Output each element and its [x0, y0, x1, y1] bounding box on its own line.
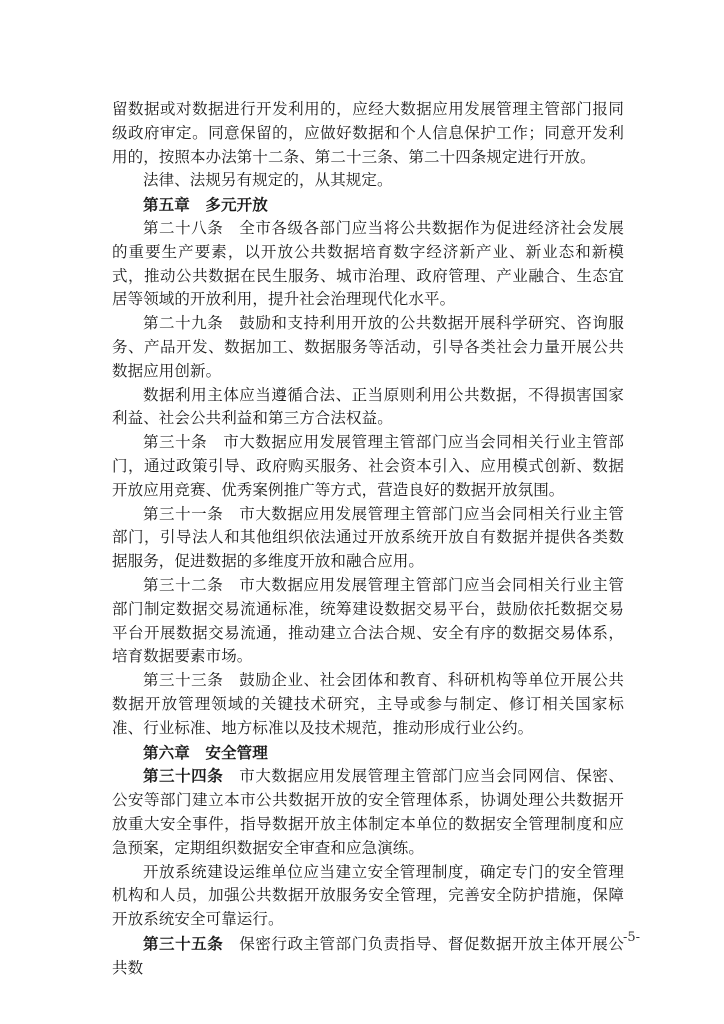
- article-text: 市大数据应用发展管理主管部门应当会同相关行业主管部门制定数据交易流通标准，统筹建设数据交易平台，鼓励依托数据交易平台开展数据交易流通，推动建立合法合规、安全有序的数据交易体系，培育数据要素市场。: [112, 575, 624, 666]
- article-paragraph: [112, 764, 624, 860]
- article-number: 第二十九条: [143, 314, 224, 333]
- article-paragraph: [112, 312, 624, 383]
- document-body: [112, 98, 624, 980]
- body-paragraph: 法律、法规另有规定的，从其规定。: [143, 171, 393, 190]
- article-paragraph: [112, 431, 624, 502]
- article-text: 鼓励和支持利用开放的公共数据开展科学研究、咨询服务、产品开发、数据加工、数据服务等活动，引导各类社会力量开展公共数据应用创新。: [112, 314, 624, 380]
- article-text: 市大数据应用发展管理主管部门应当会同相关行业主管部门，引导法人和其他组织依法通过开放系统开放自有数据并提供各类数据服务，促进数据的多维度开放和融合应用。: [112, 504, 624, 571]
- body-paragraph: 开放系统建设运维单位应当建立安全管理制度，确定专门的安全管理机构和人员，加强公共数据开放服务安全管理，完善安全防护措施，保障开放系统安全可靠运行。: [112, 862, 624, 929]
- article-paragraph: [112, 503, 624, 574]
- chapter-heading: 第五章 多元开放: [143, 195, 268, 215]
- body-paragraph: 数据利用主体应当遵循合法、正当原则利用公共数据，不得损害国家利益、社会公共利益和第三方合法权益。: [112, 385, 624, 428]
- article-number: 第二十八条: [143, 218, 224, 237]
- article-paragraph: [112, 217, 624, 312]
- page-number: -5-: [622, 930, 640, 945]
- article-number: 第三十五条: [143, 933, 224, 953]
- article-number: 第三十二条: [143, 575, 224, 594]
- article-number: 第三十条: [143, 433, 208, 452]
- article-number: 第三十一条: [143, 504, 224, 523]
- article-number: 第三十三条: [143, 671, 224, 690]
- body-paragraph: 留数据或对数据进行开发利用的，应经大数据应用发展管理主管部门报同级政府审定。同意保留的，应做好数据和个人信息保护工作；同意开发利用的，按照本办法第十二条、第二十三条、第二十四条规定进行开放。: [112, 100, 624, 166]
- article-number: 第三十四条: [143, 766, 224, 786]
- article-text: 全市各级各部门应当将公共数据作为促进经济社会发展的重要生产要素，以开放公共数据培育数字经济新产业、新业态和新模式，推动公共数据在民生服务、城市治理、政府管理、产业融合、生态宜居等领域的开放利用，提升社会治理现代化水平。: [112, 218, 624, 309]
- article-paragraph: [112, 669, 624, 740]
- article-text: 鼓励企业、社会团体和教育、科研机构等单位开展公共数据开放管理领域的关键技术研究，主导或参与制定、修订相关国家标准、行业标准、地方标准以及技术规范，推动形成行业公约。: [112, 671, 624, 737]
- article-text: 保密行政主管部门负责指导、督促数据开放主体开展公共数: [112, 934, 624, 977]
- article-paragraph: [112, 932, 624, 981]
- article-text: 市大数据应用发展管理主管部门应当会同网信、保密、公安等部门建立本市公共数据开放的安全管理体系，协调处理公共数据开放重大安全事件，指导数据开放主体制定本单位的数据安全管理制度和应急预案，定期组织数据安全审查和应急演练。: [112, 767, 624, 857]
- article-paragraph: [112, 574, 624, 669]
- article-text: 市大数据应用发展管理主管部门应当会同相关行业主管部门，通过政策引导、政府购买服务、社会资本引入、应用模式创新、数据开放应用竞赛、优秀案例推广等方式，营造良好的数据开放氛围。: [112, 433, 624, 499]
- chapter-heading: 第六章 安全管理: [143, 742, 268, 762]
